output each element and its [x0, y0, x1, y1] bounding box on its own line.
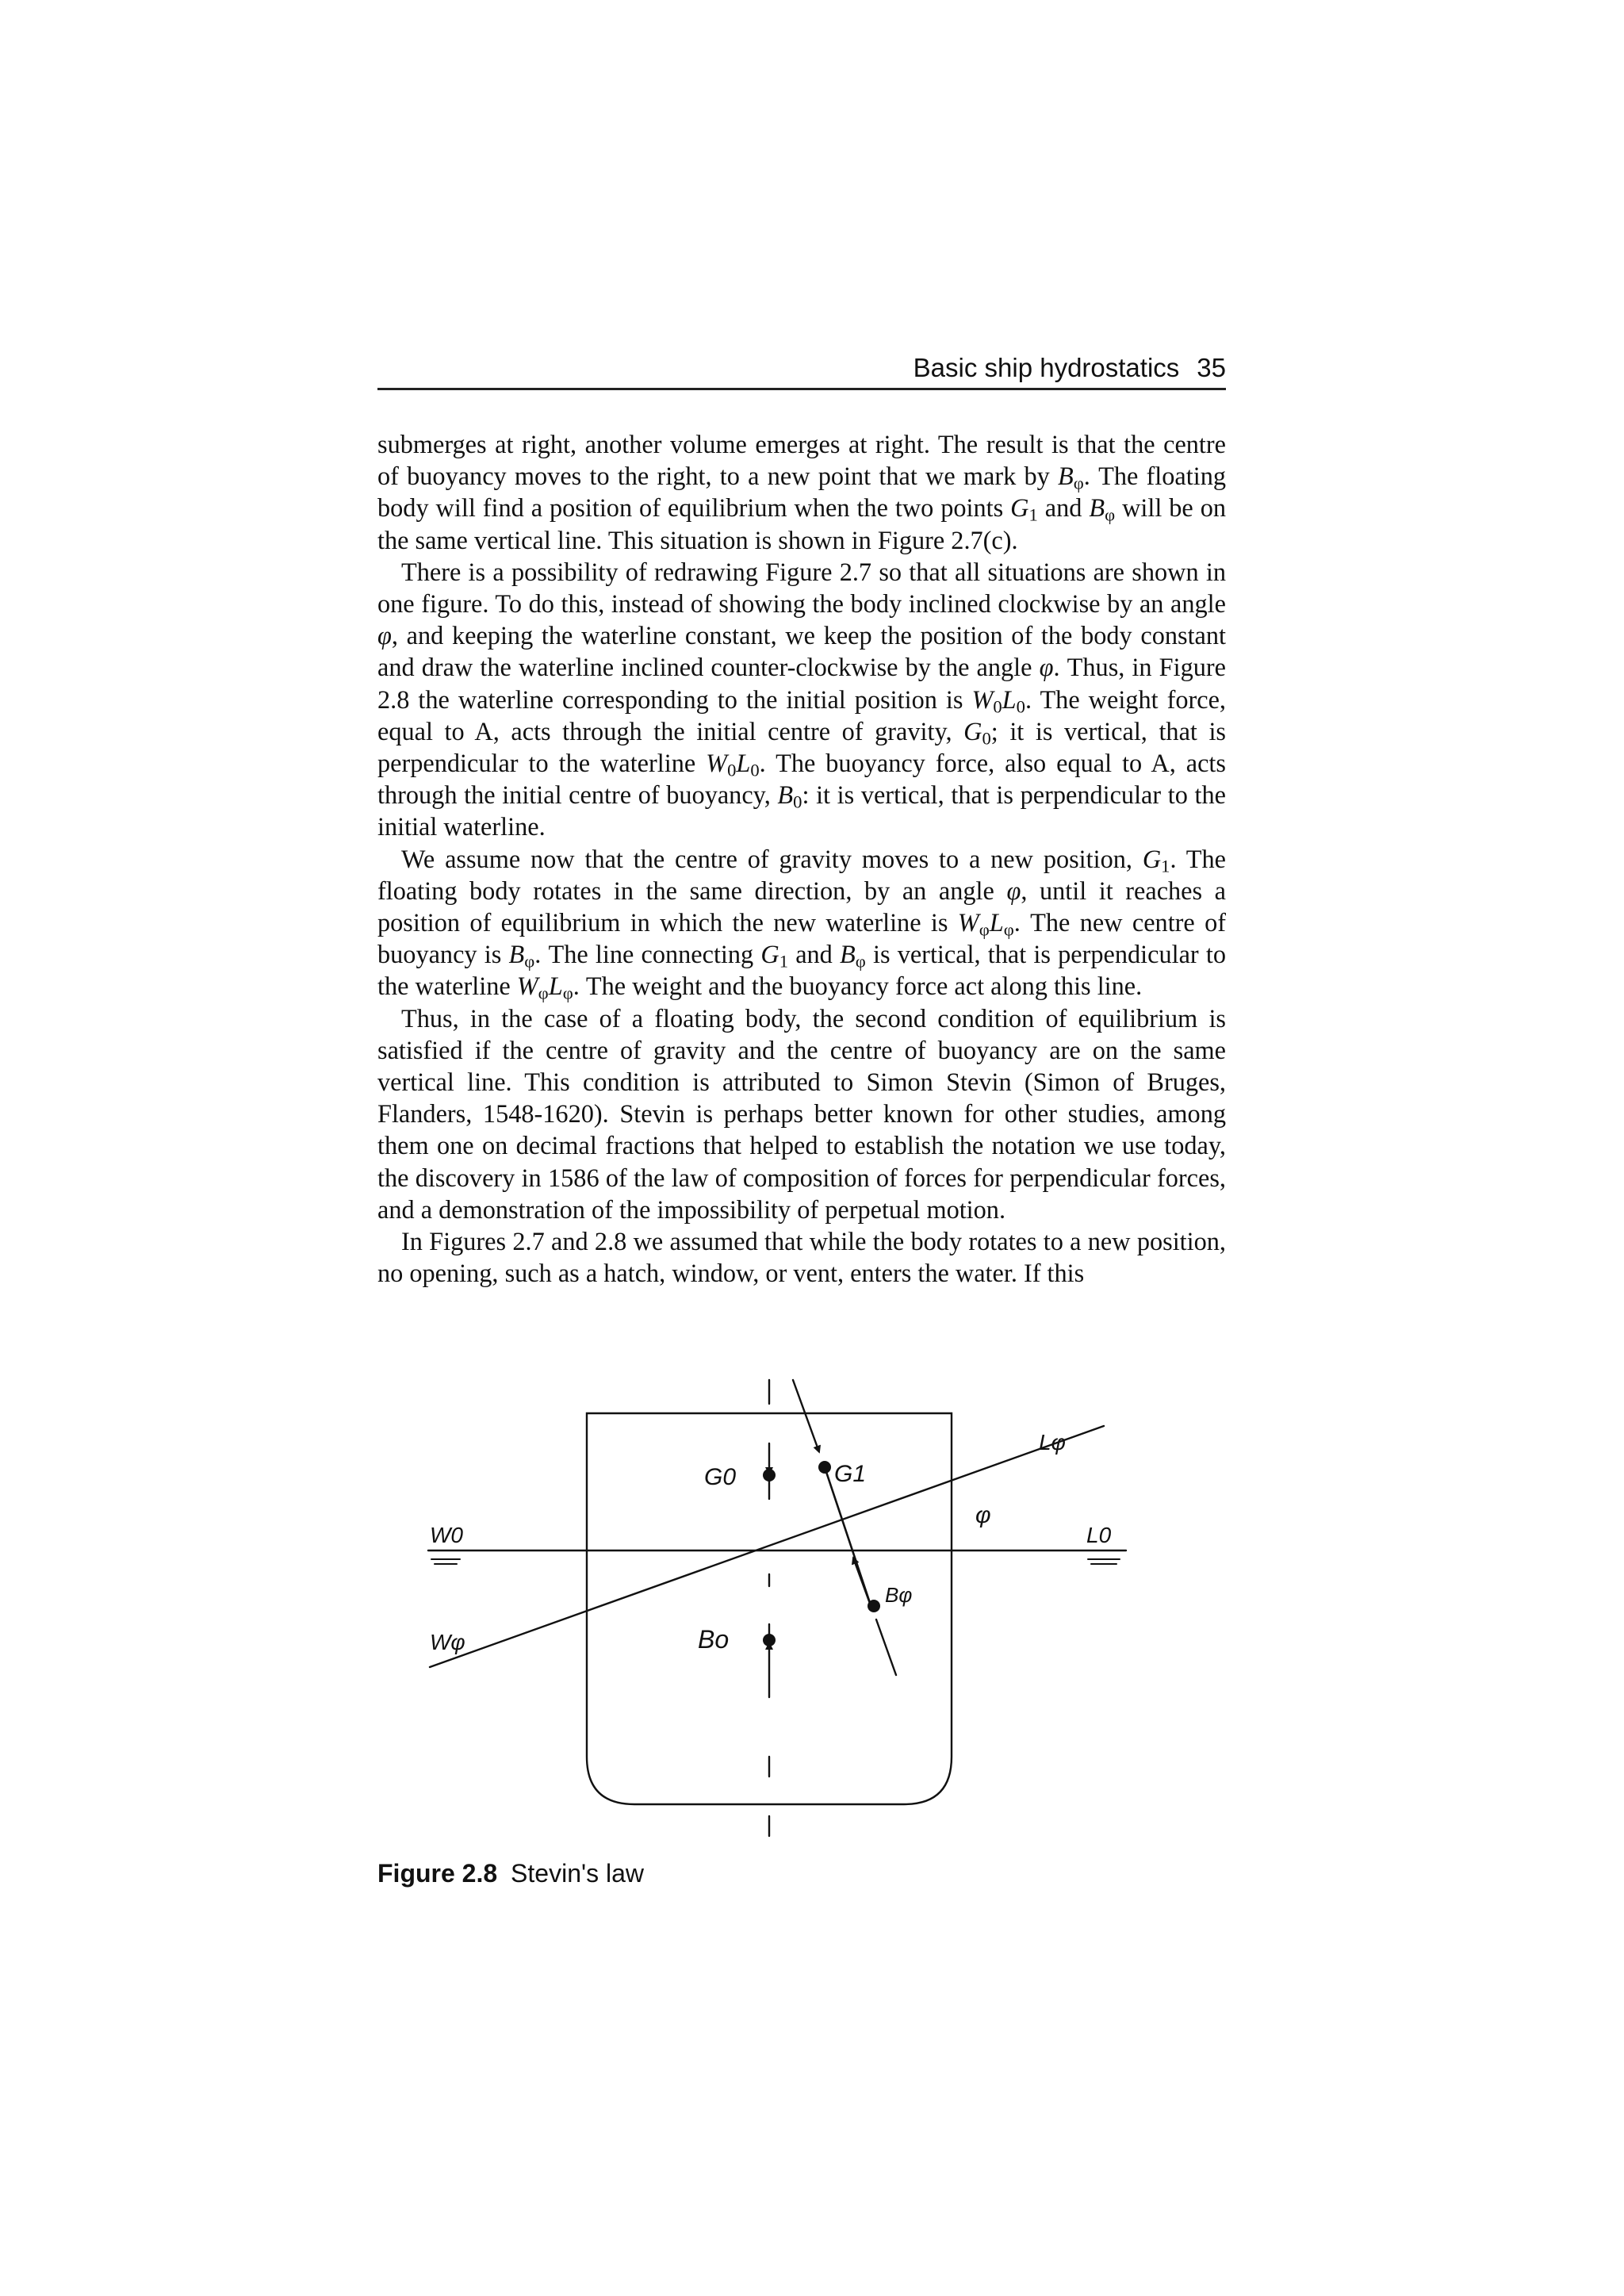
math-symbol: B [1058, 462, 1074, 491]
math-symbol: W [971, 684, 994, 714]
math-symbol: φ [1006, 876, 1021, 905]
math-symbol: L [548, 972, 563, 1001]
math-symbol: φ [1039, 653, 1054, 682]
math-subscript: 1 [1028, 505, 1038, 526]
label-w0: W0 [430, 1523, 463, 1547]
math-symbol: G [1010, 493, 1029, 523]
figure-stevins-law [396, 1364, 1158, 1864]
figure-caption [377, 1859, 644, 1888]
point-g0 [763, 1469, 776, 1481]
paragraph: submerges at right, another volume emerges at right. The result is that the centre of buoyancy moves to the right, to a new point that we mark by $B_\varphi$. The floating body will find a position of equilibrium when the two points $G_1$ and $B_\varphi$ will be on the same vertical line. This situation is shown in Figure 2.7(c). [377, 430, 1227, 554]
label-w-phi: Wφ [430, 1630, 465, 1654]
math-symbol: W [516, 972, 538, 1001]
page-number: 35 [1197, 353, 1226, 382]
math-symbol: L [736, 749, 751, 778]
stevins-law-diagram [396, 1364, 1158, 1864]
math-subscript: 1 [1161, 856, 1170, 876]
math-subscript: 1 [779, 951, 789, 972]
label-l0: L0 [1086, 1523, 1112, 1547]
math-subscript: 0 [982, 728, 991, 749]
label-g1: G1 [834, 1461, 867, 1487]
math-symbol: G [963, 716, 982, 746]
math-symbol: L [989, 908, 1004, 937]
body-text [377, 428, 1226, 1289]
paragraph: There is a possibility of redrawing Figure 2.7 so that all situations are shown in one figure. To do this, instead of showing the body inclined clockwise by an angle φ, and keeping the waterline constant, we keep the position of the body constant and draw the waterline inclined counter-clockwise by the angle φ. Thus, in Figure 2.8 the waterline corresponding to the initial position is $W_0L_0$. The weight force, equal to A, acts through the initial centre of gravity, $G_0$; it is vertical, that is perpendicular to the waterline $W_0L_0$. The buoyancy force, also equal to A, acts through the initial centre of buoyancy, $B_0$: it is vertical, that is perpendicular to the initial waterline. [377, 557, 1226, 841]
math-symbol: G [760, 940, 779, 969]
math-subscript: φ [855, 951, 866, 972]
paragraph: In Figures 2.7 and 2.8 we assumed that while the body rotates to a new position, no opening, such as a hatch, window, or vent, enters the water. If this [377, 1227, 1226, 1288]
point-g1 [818, 1461, 831, 1474]
waterline-wphi-lphi [430, 1426, 1104, 1667]
math-symbol: B [508, 940, 525, 969]
math-subscript: 0 [750, 760, 760, 780]
paragraph: We assume now that the centre of gravity moves to a new position, $G_1$. The floating body rotates in the same direction, by an angle φ, until it reaches a position of equilibrium in which the new waterline is $W_\varphi L_\varphi$. The new centre of buoyancy is $B_\varphi$. The line connecting $G_1$ and $B_\varphi$ is vertical, that is perpendicular to the waterline $W_\varphi L_\varphi$. The weight and the buoyancy force act along this line. [377, 844, 1227, 1004]
math-subscript: 0 [1016, 696, 1025, 717]
math-subscript: φ [524, 951, 535, 972]
label-b0: Bo [698, 1625, 730, 1654]
math-symbol: L [1002, 684, 1017, 714]
figure-caption-number: Figure 2.8 [377, 1859, 498, 1888]
math-symbol: B [1089, 493, 1105, 523]
math-symbol: W [706, 749, 728, 778]
point-b0 [763, 1634, 776, 1646]
label-phi: φ [975, 1502, 991, 1528]
math-subscript: 0 [993, 696, 1002, 717]
running-header [377, 349, 1226, 390]
math-subscript: 0 [793, 792, 802, 812]
math-symbol: B [840, 940, 856, 969]
label-l-phi: Lφ [1039, 1430, 1066, 1455]
label-g0: G0 [704, 1464, 737, 1490]
math-subscript: 0 [727, 760, 737, 780]
math-subscript: φ [1105, 505, 1116, 526]
math-subscript: φ [979, 919, 990, 940]
label-b-phi: Bφ [885, 1583, 913, 1607]
point-bphi [868, 1600, 880, 1612]
math-symbol: W [957, 908, 979, 937]
paragraph: Thus, in the case of a floating body, the second condition of equilibrium is satisfied if the centre of gravity and the centre of buoyancy are on the same vertical line. This condition is attributed to Simon Stevin (Simon of Bruges, Flanders, 1548-1620). Stevin is perhaps better known for other studies, among them one on decimal fractions that helped to establish the notation we use today, the discovery in 1586 of the law of composition of forces for perpendicular forces, and a demonstration of the impossibility of perpetual motion. [377, 1003, 1226, 1224]
running-header-title: Basic ship hydrostatics [913, 353, 1180, 382]
math-subscript: φ [562, 983, 573, 1004]
figure-caption-text: Stevin's law [511, 1859, 644, 1888]
math-subscript: φ [538, 983, 549, 1004]
math-symbol: G [1142, 844, 1162, 873]
math-symbol: φ [377, 621, 392, 650]
math-subscript: φ [1003, 919, 1014, 940]
math-symbol: B [777, 780, 794, 810]
math-subscript: φ [1073, 473, 1084, 493]
